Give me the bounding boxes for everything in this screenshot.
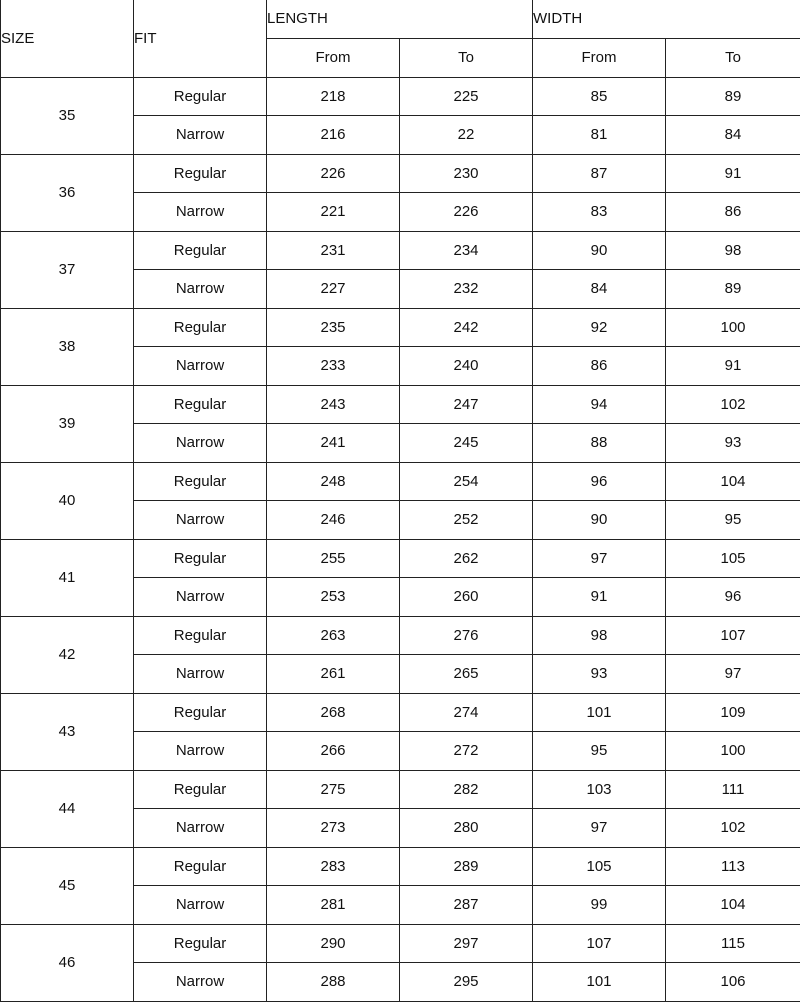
width-to-cell: 102 — [666, 809, 800, 848]
length-group-header: LENGTH — [267, 0, 533, 38]
width-from-cell: 97 — [533, 809, 666, 848]
table-row — [1, 231, 800, 270]
length-to-cell: 265 — [400, 655, 533, 694]
width-from-cell: 93 — [533, 655, 666, 694]
fit-cell: Regular — [134, 616, 267, 655]
length-from-cell: 290 — [267, 924, 400, 963]
fit-cell: Narrow — [134, 424, 267, 463]
table-row — [1, 385, 800, 424]
width-to-header: To — [666, 38, 800, 77]
width-to-cell: 91 — [666, 154, 800, 193]
fit-cell: Regular — [134, 308, 267, 347]
length-from-cell: 227 — [267, 270, 400, 309]
size-cell: 45 — [1, 847, 134, 924]
length-from-cell: 263 — [267, 616, 400, 655]
fit-cell: Regular — [134, 385, 267, 424]
width-from-cell: 91 — [533, 578, 666, 617]
width-from-cell: 84 — [533, 270, 666, 309]
fit-cell: Regular — [134, 462, 267, 501]
length-to-cell: 295 — [400, 963, 533, 1002]
length-to-cell: 282 — [400, 770, 533, 809]
length-to-cell: 276 — [400, 616, 533, 655]
length-to-cell: 232 — [400, 270, 533, 309]
length-to-cell: 280 — [400, 809, 533, 848]
table-row — [1, 847, 800, 886]
length-to-cell: 240 — [400, 347, 533, 386]
length-from-cell: 261 — [267, 655, 400, 694]
length-to-cell: 254 — [400, 462, 533, 501]
width-to-cell: 96 — [666, 578, 800, 617]
width-to-cell: 91 — [666, 347, 800, 386]
length-to-cell: 225 — [400, 77, 533, 116]
table-row — [1, 462, 800, 501]
length-from-cell: 218 — [267, 77, 400, 116]
width-to-cell: 89 — [666, 270, 800, 309]
length-from-cell: 275 — [267, 770, 400, 809]
length-from-cell: 235 — [267, 308, 400, 347]
length-from-cell: 243 — [267, 385, 400, 424]
width-to-cell: 98 — [666, 231, 800, 270]
length-from-cell: 273 — [267, 809, 400, 848]
length-to-cell: 22 — [400, 116, 533, 155]
length-to-cell: 289 — [400, 847, 533, 886]
length-to-cell: 242 — [400, 308, 533, 347]
fit-cell: Regular — [134, 770, 267, 809]
width-from-cell: 101 — [533, 693, 666, 732]
size-cell: 44 — [1, 770, 134, 847]
width-to-cell: 107 — [666, 616, 800, 655]
fit-cell: Regular — [134, 847, 267, 886]
width-from-cell: 81 — [533, 116, 666, 155]
table-row — [1, 616, 800, 655]
length-to-cell: 226 — [400, 193, 533, 232]
width-from-cell: 90 — [533, 231, 666, 270]
width-from-cell: 99 — [533, 886, 666, 925]
fit-cell: Narrow — [134, 347, 267, 386]
size-cell: 35 — [1, 77, 134, 154]
length-from-header: From — [267, 38, 400, 77]
fit-column-header: FIT — [134, 0, 267, 77]
fit-cell: Regular — [134, 693, 267, 732]
width-to-cell: 111 — [666, 770, 800, 809]
length-from-cell: 233 — [267, 347, 400, 386]
table-body — [1, 77, 800, 1001]
length-from-cell: 216 — [267, 116, 400, 155]
length-from-cell: 283 — [267, 847, 400, 886]
length-from-cell: 226 — [267, 154, 400, 193]
size-cell: 46 — [1, 924, 134, 1001]
width-from-cell: 90 — [533, 501, 666, 540]
width-to-cell: 102 — [666, 385, 800, 424]
length-to-cell: 272 — [400, 732, 533, 771]
fit-cell: Regular — [134, 77, 267, 116]
length-to-cell: 262 — [400, 539, 533, 578]
fit-cell: Narrow — [134, 116, 267, 155]
width-from-cell: 86 — [533, 347, 666, 386]
width-to-cell: 97 — [666, 655, 800, 694]
length-from-cell: 266 — [267, 732, 400, 771]
width-to-cell: 89 — [666, 77, 800, 116]
length-to-cell: 260 — [400, 578, 533, 617]
length-to-cell: 234 — [400, 231, 533, 270]
width-from-cell: 96 — [533, 462, 666, 501]
table-row — [1, 539, 800, 578]
width-from-cell: 88 — [533, 424, 666, 463]
fit-cell: Regular — [134, 924, 267, 963]
size-cell: 37 — [1, 231, 134, 308]
width-to-cell: 93 — [666, 424, 800, 463]
width-from-header: From — [533, 38, 666, 77]
size-column-header: SIZE — [1, 0, 134, 77]
width-from-cell: 83 — [533, 193, 666, 232]
width-to-cell: 106 — [666, 963, 800, 1002]
width-from-cell: 95 — [533, 732, 666, 771]
fit-cell: Narrow — [134, 270, 267, 309]
width-from-cell: 94 — [533, 385, 666, 424]
size-cell: 40 — [1, 462, 134, 539]
fit-cell: Narrow — [134, 193, 267, 232]
length-from-cell: 231 — [267, 231, 400, 270]
width-to-cell: 115 — [666, 924, 800, 963]
width-to-cell: 109 — [666, 693, 800, 732]
length-from-cell: 268 — [267, 693, 400, 732]
width-to-cell: 100 — [666, 732, 800, 771]
size-cell: 39 — [1, 385, 134, 462]
table-header — [1, 0, 800, 77]
size-cell: 38 — [1, 308, 134, 385]
length-to-cell: 252 — [400, 501, 533, 540]
width-from-cell: 85 — [533, 77, 666, 116]
length-from-cell: 221 — [267, 193, 400, 232]
length-to-cell: 274 — [400, 693, 533, 732]
width-from-cell: 107 — [533, 924, 666, 963]
table-row — [1, 154, 800, 193]
width-from-cell: 103 — [533, 770, 666, 809]
width-from-cell: 101 — [533, 963, 666, 1002]
width-to-cell: 104 — [666, 462, 800, 501]
length-from-cell: 248 — [267, 462, 400, 501]
length-from-cell: 253 — [267, 578, 400, 617]
fit-cell: Narrow — [134, 809, 267, 848]
width-to-cell: 84 — [666, 116, 800, 155]
length-from-cell: 241 — [267, 424, 400, 463]
length-from-cell: 246 — [267, 501, 400, 540]
length-from-cell: 281 — [267, 886, 400, 925]
width-to-cell: 104 — [666, 886, 800, 925]
length-to-cell: 287 — [400, 886, 533, 925]
fit-cell: Narrow — [134, 886, 267, 925]
fit-cell: Regular — [134, 539, 267, 578]
fit-cell: Regular — [134, 231, 267, 270]
table-row — [1, 693, 800, 732]
width-group-header: WIDTH — [533, 0, 800, 38]
fit-cell: Narrow — [134, 732, 267, 771]
width-to-cell: 105 — [666, 539, 800, 578]
width-to-cell: 100 — [666, 308, 800, 347]
width-from-cell: 98 — [533, 616, 666, 655]
table-row — [1, 924, 800, 963]
width-from-cell: 97 — [533, 539, 666, 578]
width-to-cell: 95 — [666, 501, 800, 540]
fit-cell: Narrow — [134, 963, 267, 1002]
width-from-cell: 92 — [533, 308, 666, 347]
length-to-header: To — [400, 38, 533, 77]
length-from-cell: 288 — [267, 963, 400, 1002]
size-cell: 43 — [1, 693, 134, 770]
size-cell: 36 — [1, 154, 134, 231]
size-cell: 42 — [1, 616, 134, 693]
length-to-cell: 247 — [400, 385, 533, 424]
length-from-cell: 255 — [267, 539, 400, 578]
size-cell: 41 — [1, 539, 134, 616]
width-to-cell: 86 — [666, 193, 800, 232]
length-to-cell: 245 — [400, 424, 533, 463]
fit-cell: Narrow — [134, 578, 267, 617]
table-row — [1, 308, 800, 347]
fit-cell: Regular — [134, 154, 267, 193]
length-to-cell: 297 — [400, 924, 533, 963]
fit-cell: Narrow — [134, 501, 267, 540]
table-row — [1, 77, 800, 116]
fit-cell: Narrow — [134, 655, 267, 694]
width-from-cell: 105 — [533, 847, 666, 886]
width-from-cell: 87 — [533, 154, 666, 193]
width-to-cell: 113 — [666, 847, 800, 886]
table-row — [1, 770, 800, 809]
length-to-cell: 230 — [400, 154, 533, 193]
